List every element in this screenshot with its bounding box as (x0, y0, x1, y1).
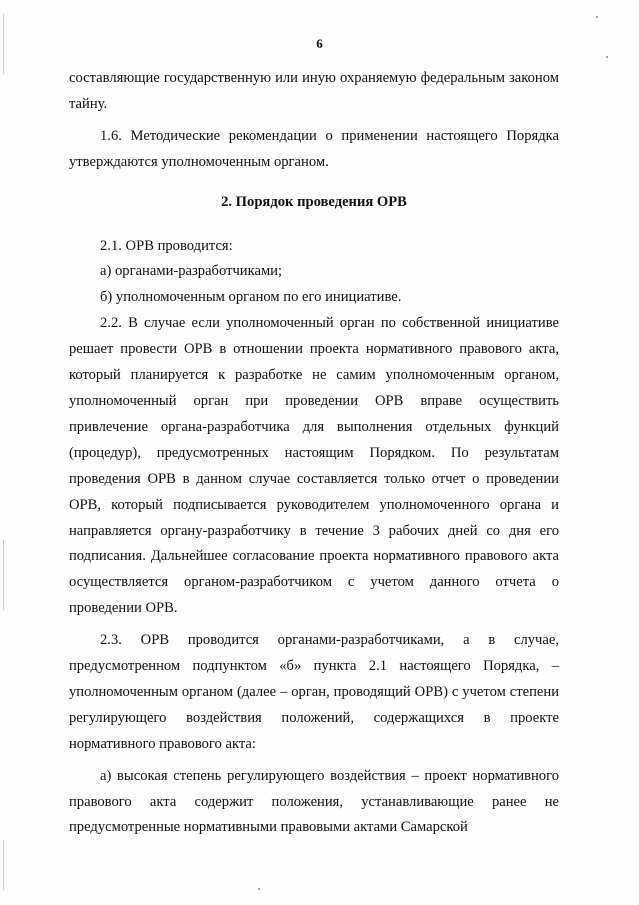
scan-speck (606, 56, 608, 58)
scan-edge-mark (3, 540, 4, 610)
paragraph-1-6: 1.6. Методические рекомендации о применении настоящего Порядка утверждаются уполномоченным органом. (69, 127, 559, 170)
list-item-a: а) органами-разработчиками; (100, 263, 283, 280)
document-body (69, 66, 559, 841)
paragraph-2-3: 2.3. ОРВ проводится органами-разработчиками, а в случае, предусмотренном подпунктом «б» пункта 2.1 настоящего Порядка, – уполномоченным органом (далее – орган, проводящий ОРВ) с учетом степени регулирующего воздействия положений, содержащихся в проекте нормативного правового акта: (69, 632, 559, 752)
page-number: 6 (316, 36, 323, 51)
scan-edge-mark (3, 840, 4, 890)
paragraph-2-3-a: а) высокая степень регулирующего воздействия – проект нормативного правового акта содержит положения, устанавливающие ранее не предусмотренные нормативными правовыми актами Самарской (69, 767, 559, 836)
scan-speck (258, 888, 260, 890)
scan-speck (596, 16, 598, 18)
paragraph-continuation: составляющие государственную или иную охраняемую федеральным законом тайну. (69, 70, 559, 112)
list-item-b: б) уполномоченным органом по его инициативе. (100, 289, 402, 306)
paragraph-2-2: 2.2. В случае если уполномоченный орган по собственной инициативе решает провести ОРВ в отношении проекта нормативного правового акта, который планируется к разработке не самим уполномоченным органом, уполномоченный орган при проведении ОРВ вправе осуществить привлечение органа-разработчика для выполнения отдельных функций (процедур), предусмотренных настоящим Порядком. По результатам проведения ОРВ в данном случае составляется только отчет о проведении ОРВ, который подписывается руководителем уполномоченного органа и направляется органу-разработчику в течение 3 рабочих дней со дня его подписания. Дальнейшее согласование проекта нормативного правового акта осуществляется органом-разработчиком с учетом данного отчета о проведении ОРВ. (69, 315, 559, 617)
paragraph-2-1: 2.1. ОРВ проводится: (100, 237, 233, 254)
section-heading: 2. Порядок проведения ОРВ (221, 193, 407, 210)
